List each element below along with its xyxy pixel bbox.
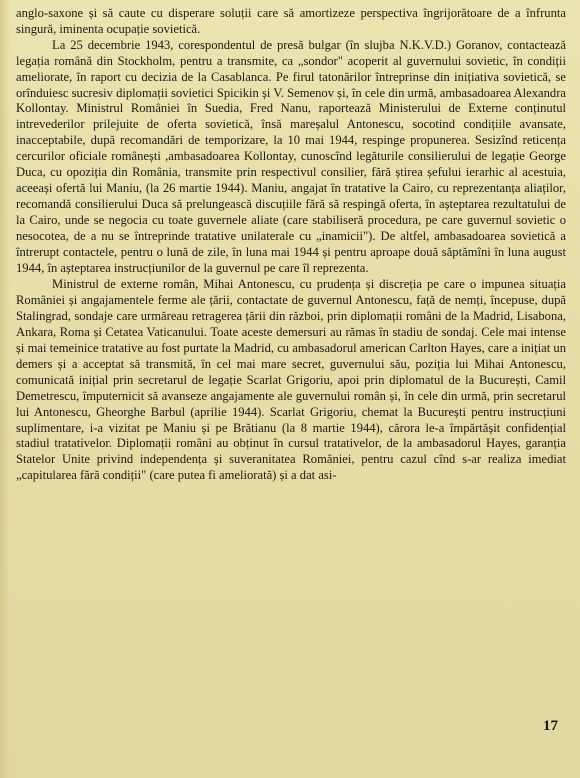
body-text xyxy=(16,6,566,484)
paragraph-madrid-negotiations: Ministrul de externe român, Mihai Antonescu, cu prudența și discreția pe care o impunea situația României și angajamentele ferme ale țării, contactate de guvernul Antonescu, față de nemți, începuse, după Stalingrad, sondaje care urmăreau retragerea țării din război, prin diplomații români de la Madrid, Lisabona, Ankara, Roma și Cetatea Vaticanului. Toate aceste demersuri au rămas în stadiu de sondaj. Cele mai intense și mai temeinice tratative au fost purtate la Madrid, cu ambasadorul american Carlton Hayes, care a inițiat un demers și a acceptat să transmită, în cel mai mare secret, guvernului său, poziția lui Mihai Antonescu, comunicată inițial prin secretarul de legație Scarlat Grigoriu, apoi prin diplomatul de la București, Camil Demetrescu, împuternicit să avanseze angajamente ale guvernului român și, în cele din urmă, prin secretarul lui Antonescu, Gheorghe Barbul (aprilie 1944). Scarlat Grigoriu, chemat la București pentru instrucțiuni suplimentare, i-a vizitat pe Maniu și pe Brătianu (la 8 martie 1944), cărora le-a împărtășit confidențial stadiul tratativelor. Diplomații români au obținut în cursul tratativelor, de la ambasadorul Hayes, garanția Statelor Unite privind independența și suveranitatea României, pentru cazul cînd s-ar realiza imediat „capitularea fără condiții" (care putea fi ameliorată) și a dat asi- xyxy=(16,277,566,483)
paragraph-continuation: anglo-saxone și să caute cu disperare soluții care să amortizeze perspectiva îngrijorătoare de a înfrunta singură, iminenta ocupație sovietică. xyxy=(16,6,566,36)
paragraph-stockholm-negotiations: La 25 decembrie 1943, corespondentul de presă bulgar (în slujba N.K.V.D.) Goranov, contactează legația română din Stockholm, pentru a transmite, ca „sondor" acoperit al guvernului sovietic, în condiții ameliorate, în raport cu decizia de la Casablanca. Pe firul tatonărilor întreprinse din inițiativa sovietică, se orînduiesc sucresiv diplomații sovietici Spicikin și V. Semenov și, în cele din urmă, ambasadoarea Alexandra Kollontay. Ministrul României în Suedia, Fred Nanu, raportează Ministerului de Externe conținutul intrevederilor prilejuite de oferta sovietică, însă mareșalul Antonescu, socotind condițiile avansate, inacceptabile, după recomandări de temporizare, la 10 mai 1944, respinge propunerea. Sesizînd reticența cercurilor oficiale românești ,ambasadoarea Kollontay, cunoscînd legăturile consilierului de legație George Duca, cu opoziția din România, transmite prin respectivul consilier, fără știrea șefului ierarhic al acestuia, aceeași ofertă lui Maniu, (la 26 martie 1944). Maniu, angajat în tratative la Cairo, cu reprezentanța aliaților, recomandă consilierului Duca să prelungească discuțiile fără să respingă oferta, în așteptarea rezultatului de la Cairo, unde se negocia cu toate guvernele aliate (care stabiliseră procedura, pe care guvernul sovietic o nesocotea, de a nu se întreprinde tratative unilaterale cu „inamicii"). De altfel, ambasadoarea sovietică a întrerupt contactele, pentru o lună de zile, în luna mai 1944 și pentru aproape două săptămîni în luna august 1944, în așteptarea instrucțiunilor de la guvernul pe care îl reprezenta. xyxy=(16,37,566,275)
page-binding-shadow xyxy=(0,0,10,778)
page-number: 17 xyxy=(543,718,558,734)
